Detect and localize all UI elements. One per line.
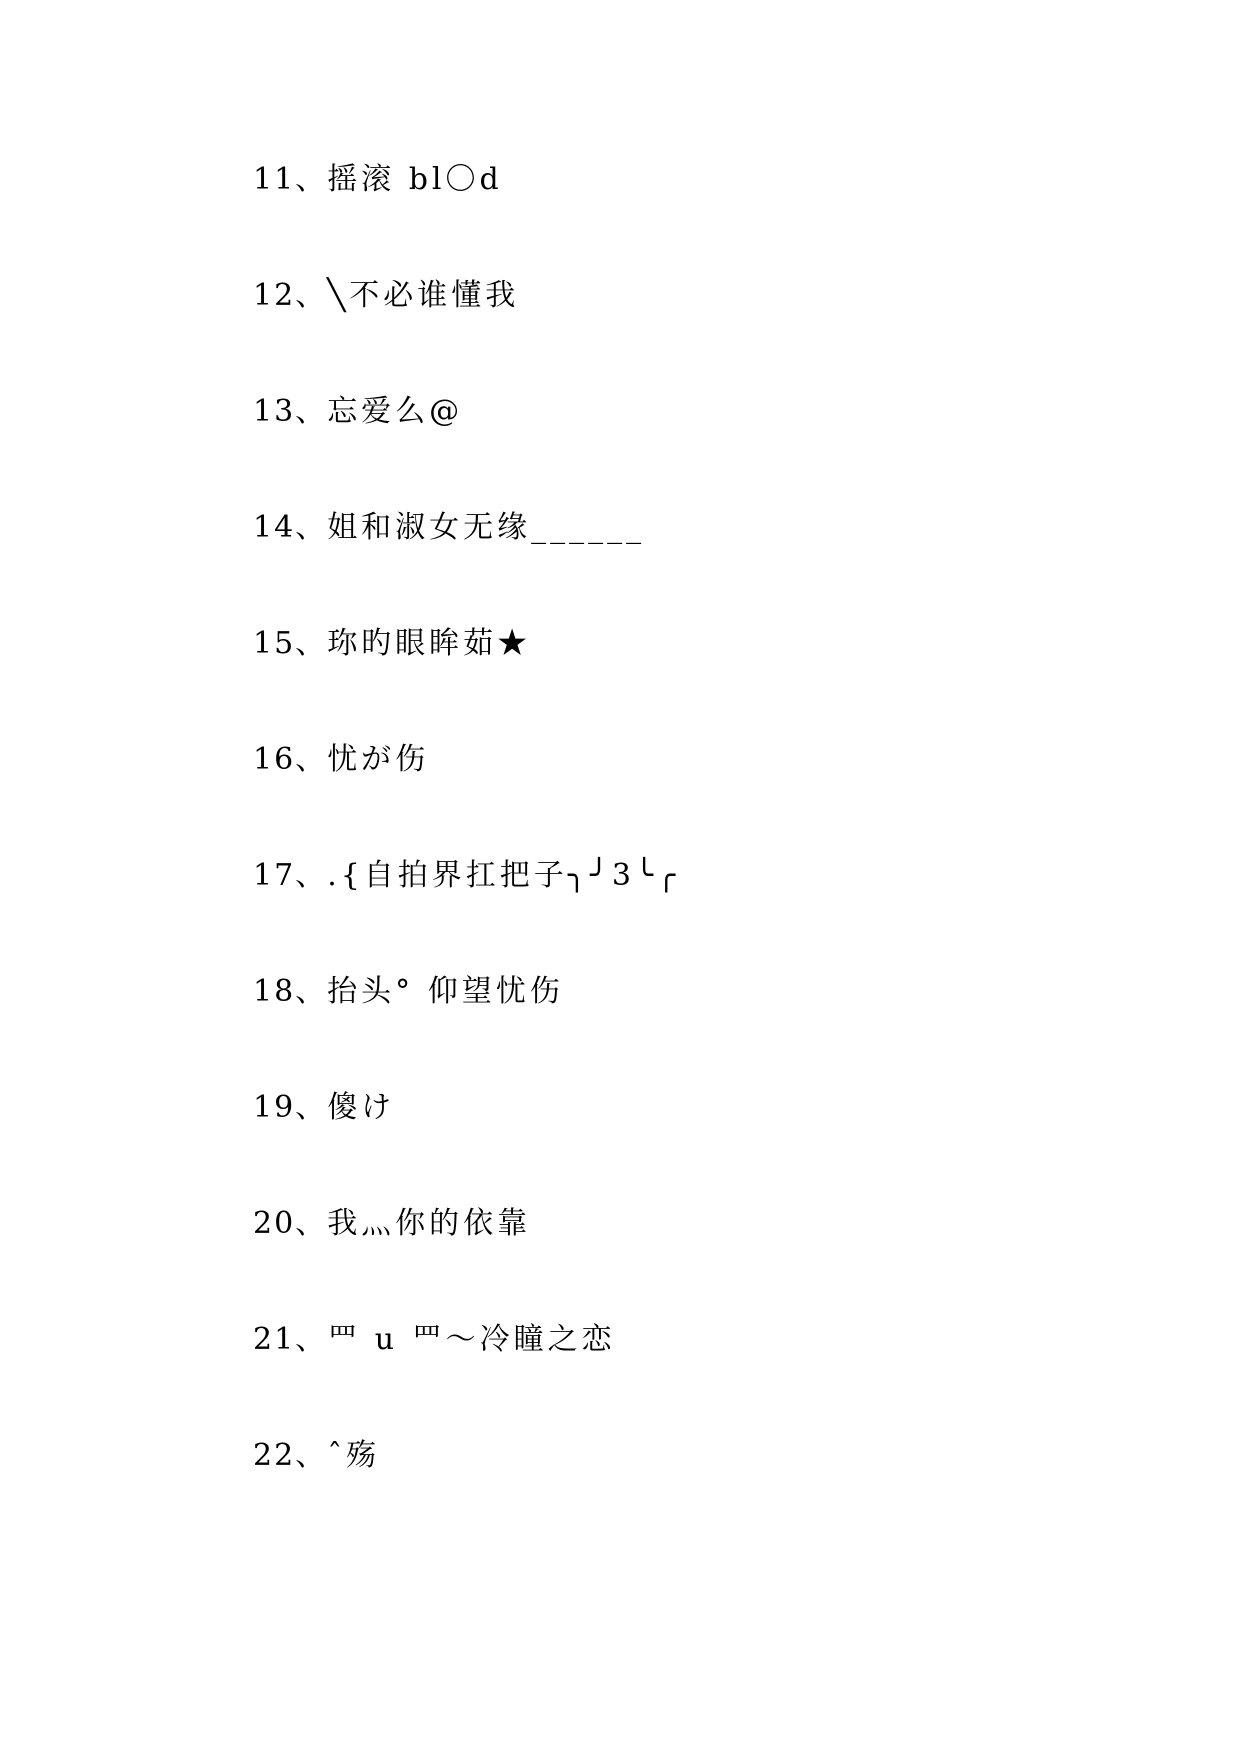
item-text: 我灬你的依靠 <box>327 1206 532 1241</box>
item-number: 20、 <box>253 1206 328 1241</box>
item-number: 18、 <box>253 974 328 1009</box>
item-text: 傻け <box>327 1090 396 1125</box>
list-item <box>253 1320 679 1436</box>
list-item <box>253 1436 679 1552</box>
item-number: 13、 <box>253 394 328 429</box>
item-text: 摇滚 bl〇d <box>327 162 503 197</box>
item-text: 姐和淑女无缘______ <box>327 510 646 545</box>
item-text: ╲不必谁懂我 <box>327 278 520 313</box>
item-number: 22、 <box>253 1438 328 1473</box>
item-text: ˆ殇 <box>327 1438 381 1473</box>
item-text: 罒 u 罒～冷瞳之恋 <box>327 1322 616 1357</box>
nickname-list <box>253 160 679 1552</box>
item-number: 15、 <box>253 626 328 661</box>
list-item <box>253 972 679 1088</box>
list-item <box>253 392 679 508</box>
item-number: 16、 <box>253 742 328 777</box>
item-text: 忘爱么@ <box>327 394 464 429</box>
item-text: 忧が伤 <box>327 742 430 777</box>
list-item <box>253 160 679 276</box>
item-number: 17、 <box>253 858 328 893</box>
item-number: 11、 <box>253 162 328 197</box>
list-item <box>253 740 679 856</box>
list-item <box>253 1088 679 1204</box>
item-text: .{自拍界扛把子╮╯3╰╭ <box>327 858 680 893</box>
list-item <box>253 276 679 392</box>
list-item <box>253 856 679 972</box>
list-item <box>253 508 679 624</box>
item-number: 14、 <box>253 510 328 545</box>
list-item <box>253 624 679 740</box>
item-number: 19、 <box>253 1090 328 1125</box>
item-text: 抬头° 仰望忧伤 <box>327 974 564 1009</box>
item-text: 珎旳眼眸茹★ <box>327 626 532 661</box>
item-number: 21、 <box>253 1322 328 1357</box>
item-number: 12、 <box>253 278 328 313</box>
list-item <box>253 1204 679 1320</box>
